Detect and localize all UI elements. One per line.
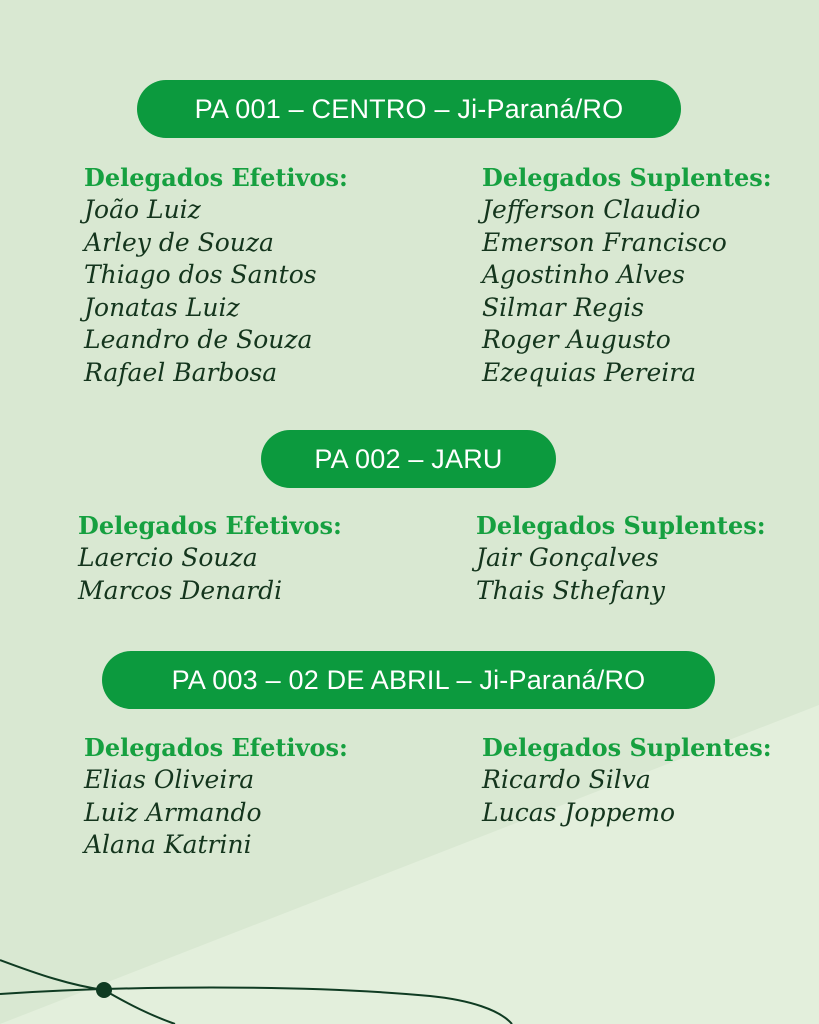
list-item: Ezequias Pereira (482, 357, 697, 387)
suplentes-column-pa-003 (482, 732, 772, 829)
efetivos-column-pa-002 (78, 510, 342, 607)
suplentes-list (482, 764, 772, 829)
section-title-pa-001: PA 001 – CENTRO – Ji-Paraná/RO (137, 80, 681, 138)
efetivos-heading: Delegados Efetivos: (84, 163, 348, 192)
section-title-pa-002: PA 002 – JARU (261, 430, 556, 488)
suplentes-heading: Delegados Suplentes: (482, 163, 772, 192)
list-item: Agostinho Alves (482, 260, 685, 289)
list-item: Silmar Regis (482, 292, 645, 322)
efetivos-column-pa-001 (84, 162, 348, 389)
list-item: Jair Gonçalves (476, 543, 659, 572)
efetivos-list (78, 542, 342, 607)
suplentes-list (482, 194, 772, 389)
efetivos-column-pa-003 (84, 732, 348, 862)
suplentes-heading: Delegados Suplentes: (476, 511, 766, 540)
list-item: Jonatas Luiz (84, 292, 240, 322)
section-title-pa-003: PA 003 – 02 DE ABRIL – Ji-Paraná/RO (102, 651, 715, 709)
efetivos-list (84, 764, 348, 862)
list-item: Arley de Souza (84, 227, 274, 257)
list-item: Rafael Barbosa (84, 357, 278, 387)
list-item: João Luiz (84, 195, 201, 224)
efetivos-heading: Delegados Efetivos: (78, 511, 342, 540)
list-item: Elias Oliveira (84, 765, 255, 794)
list-item: Jefferson Claudio (482, 195, 701, 224)
suplentes-heading: Delegados Suplentes: (482, 733, 772, 762)
suplentes-column-pa-001 (482, 162, 772, 389)
list-item: Alana Katrini (84, 830, 252, 859)
list-item: Leandro de Souza (84, 325, 313, 354)
list-item: Roger Augusto (482, 325, 671, 354)
decorative-dot (96, 982, 112, 998)
list-item: Emerson Francisco (482, 227, 727, 257)
list-item: Thiago dos Santos (84, 260, 317, 289)
efetivos-heading: Delegados Efetivos: (84, 733, 348, 762)
list-item: Lucas Joppemo (482, 797, 676, 827)
list-item: Marcos Denardi (78, 575, 283, 605)
list-item: Ricardo Silva (482, 765, 651, 794)
suplentes-list (476, 542, 766, 607)
list-item: Thais Sthefany (476, 575, 665, 605)
efetivos-list (84, 194, 348, 389)
suplentes-column-pa-002 (476, 510, 766, 607)
list-item: Luiz Armando (84, 797, 262, 827)
list-item: Laercio Souza (78, 543, 258, 572)
